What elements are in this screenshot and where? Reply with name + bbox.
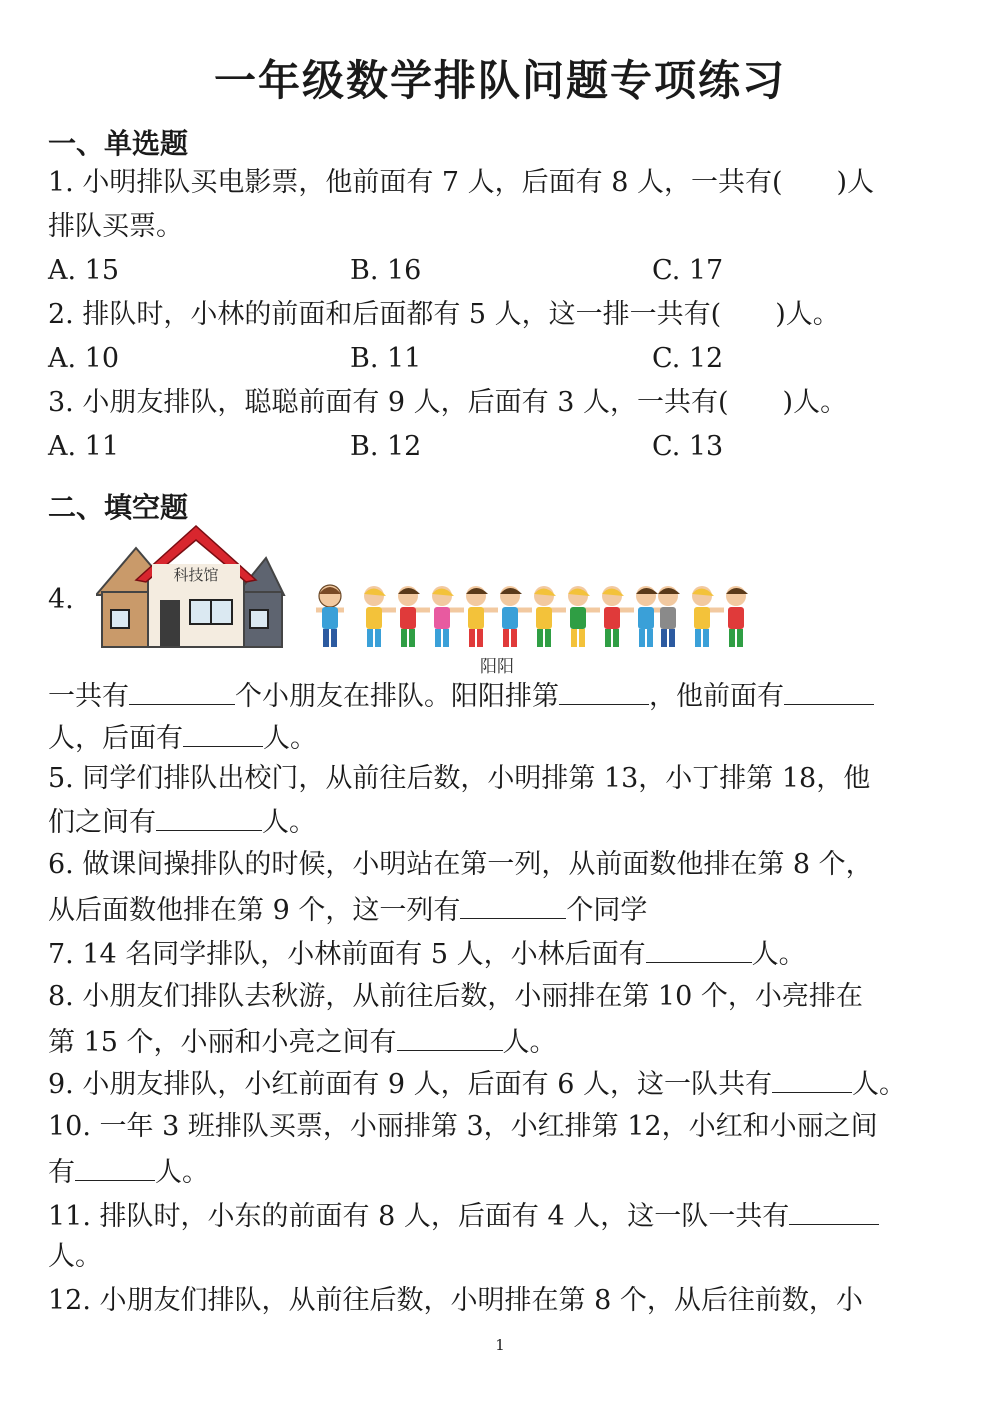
q3-option-a: A. 11 — [48, 431, 120, 462]
question-8-line-2 — [48, 1024, 557, 1060]
q9-text-b: 人。 — [852, 1069, 907, 1100]
q7-text-b: 人。 — [751, 939, 806, 970]
q10-blank[interactable] — [75, 1154, 155, 1181]
q10-text-a: 有 — [48, 1157, 75, 1188]
question-4-line-2 — [48, 720, 317, 756]
page-number: 1 — [495, 1336, 505, 1354]
q4-text-b: 个小朋友在排队。阳阳排第 — [235, 681, 559, 712]
page-title: 一年级数学排队问题专项练习 — [213, 56, 786, 105]
question-12-line-1: 12. 小朋友们排队，从前往后数，小明排在第 8 个，从后往前数，小 — [48, 1285, 863, 1316]
question-5-line-1: 5. 同学们排队出校门，从前往后数，小明排第 13，小丁排第 18，他 — [48, 763, 871, 794]
q4-text-c: ，他前面有 — [649, 681, 784, 712]
q4-blank-1[interactable] — [129, 678, 235, 705]
q2-option-b: B. 11 — [350, 343, 422, 374]
q4-blank-2[interactable] — [559, 678, 649, 705]
house-sign-text: 科技馆 — [173, 566, 219, 584]
question-8-line-1: 8. 小朋友们排队去秋游，从前往后数，小丽排在第 10 个，小亮排在 — [48, 981, 863, 1012]
q8-blank[interactable] — [397, 1024, 503, 1051]
science-museum-house-illustration — [96, 520, 286, 650]
question-11-line-1 — [48, 1198, 879, 1234]
question-2: 2. 排队时，小林的前面和后面都有 5 人，这一排一共有( )人。 — [48, 299, 840, 330]
q10-text-b: 人。 — [155, 1157, 209, 1188]
question-9 — [48, 1066, 906, 1102]
q1-option-b: B. 16 — [350, 255, 422, 286]
q5-blank[interactable] — [156, 804, 262, 831]
question-3: 3. 小朋友排队，聪聪前面有 9 人，后面有 3 人，一共有( )人。 — [48, 387, 848, 418]
q4-text-a: 一共有 — [48, 681, 129, 712]
q11-text-a: 11. 排队时，小东的前面有 8 人，后面有 4 人，这一队一共有 — [48, 1201, 790, 1232]
question-1-line-1: 1. 小明排队买电影票，他前面有 7 人，后面有 8 人，一共有( )人 — [48, 167, 875, 198]
question-11-line-2: 人。 — [48, 1241, 102, 1272]
section-heading-single-choice: 一、单选题 — [48, 127, 189, 160]
child-figure — [316, 585, 344, 647]
q6-text-a: 从后面数他排在第 9 个，这一列有 — [48, 895, 461, 926]
q1-option-c: C. 17 — [652, 255, 724, 286]
question-4-line-1 — [48, 678, 874, 714]
question-1-line-2: 排队买票。 — [48, 211, 183, 242]
q3-option-b: B. 12 — [350, 431, 422, 462]
q4-blank-4[interactable] — [183, 720, 263, 747]
q4-text-e: 人。 — [263, 723, 317, 754]
section-heading-fill-blank: 二、填空题 — [48, 491, 189, 524]
q3-option-c: C. 13 — [652, 431, 724, 462]
q5-text-a: 们之间有 — [48, 807, 156, 838]
question-6-line-2 — [48, 892, 647, 928]
q11-blank[interactable] — [789, 1198, 879, 1225]
q7-text-a: 7. 14 名同学排队，小林前面有 5 人，小林后面有 — [48, 939, 646, 970]
queue-of-children-illustration — [310, 582, 760, 654]
q5-text-b: 人。 — [262, 807, 316, 838]
question-10-line-1: 10. 一年 3 班排队买票，小丽排第 3，小红排第 12，小红和小丽之间 — [48, 1111, 878, 1142]
q9-text-a: 9. 小朋友排队，小红前面有 9 人，后面有 6 人，这一队共有 — [48, 1069, 773, 1100]
question-6-line-1: 6. 做课间操排队的时候，小明站在第一列，从前面数他排在第 8 个， — [48, 849, 873, 880]
question-4-number: 4. — [48, 584, 74, 615]
q8-text-a: 第 15 个，小丽和小亮之间有 — [48, 1027, 397, 1058]
q6-blank[interactable] — [460, 892, 566, 919]
q9-blank[interactable] — [772, 1066, 852, 1093]
q8-text-b: 人。 — [502, 1027, 557, 1058]
yangyang-label: 阳阳 — [480, 657, 514, 677]
question-10-line-2 — [48, 1154, 209, 1190]
q7-blank[interactable] — [646, 936, 752, 963]
q2-option-c: C. 12 — [652, 343, 724, 374]
q2-option-a: A. 10 — [48, 343, 120, 374]
q6-text-b: 个同学 — [566, 895, 648, 926]
question-7 — [48, 936, 806, 972]
q4-text-d: 人，后面有 — [48, 723, 183, 754]
question-5-line-2 — [48, 804, 316, 840]
q1-option-a: A. 15 — [48, 255, 120, 286]
q4-blank-3[interactable] — [784, 678, 874, 705]
